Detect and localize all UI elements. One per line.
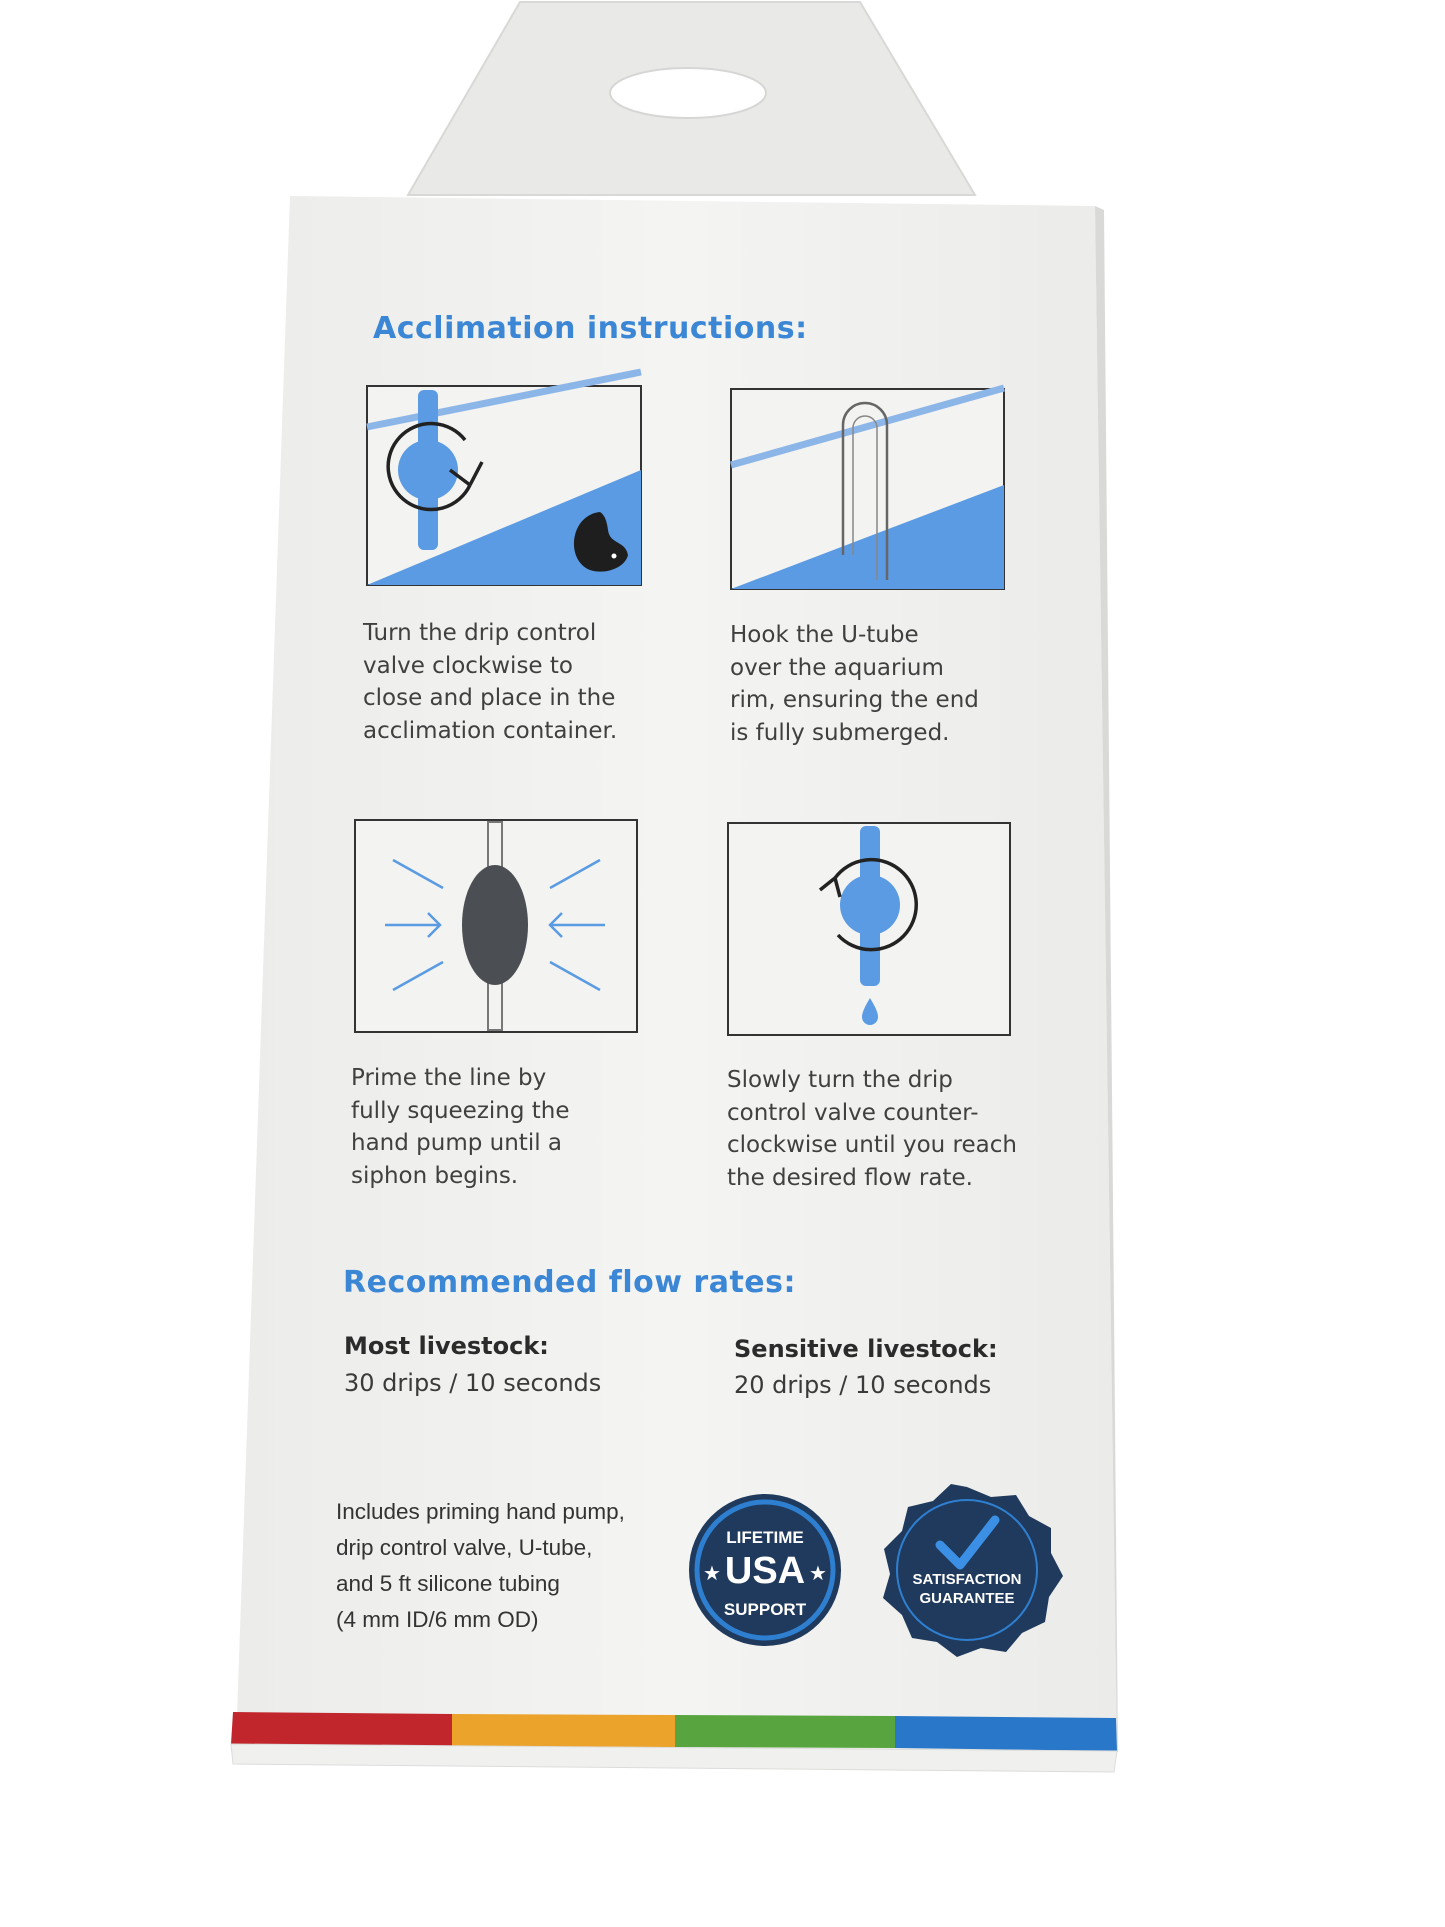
step-4-text: Slowly turn the drip control valve counter- clockwise until you reach the desired flow rate. [727, 1067, 1017, 1191]
badge-star-left: ★ [703, 1561, 721, 1585]
hand-pump-icon [355, 820, 637, 1032]
valve-clockwise-icon [367, 372, 641, 585]
step-3-text: Prime the line by fully squeezing the hand pump until a siphon begins. [351, 1065, 570, 1189]
flow-heading: Recommended flow rates: [343, 1265, 796, 1300]
acclimation-heading: Acclimation instructions: [373, 311, 808, 346]
badge-guarantee-text: GUARANTEE [919, 1590, 1015, 1607]
lifetime-usa-support-badge [689, 1494, 841, 1646]
step-2-text: Hook the U-tube over the aquarium rim, ensuring the end is fully submerged. [730, 622, 979, 746]
includes-text: Includes priming hand pump, drip control valve, U-tube, and 5 ft silicone tubing (4 mm ID/6 mm OD) [336, 1499, 625, 1632]
step-1-text: Turn the drip control valve clockwise to close and place in the acclimation container. [363, 620, 618, 744]
badge-usa-text: USA [724, 1550, 806, 1592]
badge-lifetime-text: LIFETIME [726, 1528, 804, 1547]
badge-satisfaction-text: SATISFACTION [912, 1571, 1022, 1588]
hang-hole [610, 68, 766, 118]
most-livestock-value: 30 drips / 10 seconds [344, 1369, 602, 1397]
most-livestock-label: Most livestock: [344, 1332, 549, 1360]
valve-counterclockwise-drip-icon [728, 823, 1010, 1035]
sensitive-livestock-label: Sensitive livestock: [734, 1335, 998, 1363]
badge-support-text: SUPPORT [723, 1600, 807, 1619]
badge-star-right: ★ [809, 1561, 827, 1585]
u-tube-icon [731, 388, 1004, 589]
sensitive-livestock-value: 20 drips / 10 seconds [734, 1371, 992, 1399]
